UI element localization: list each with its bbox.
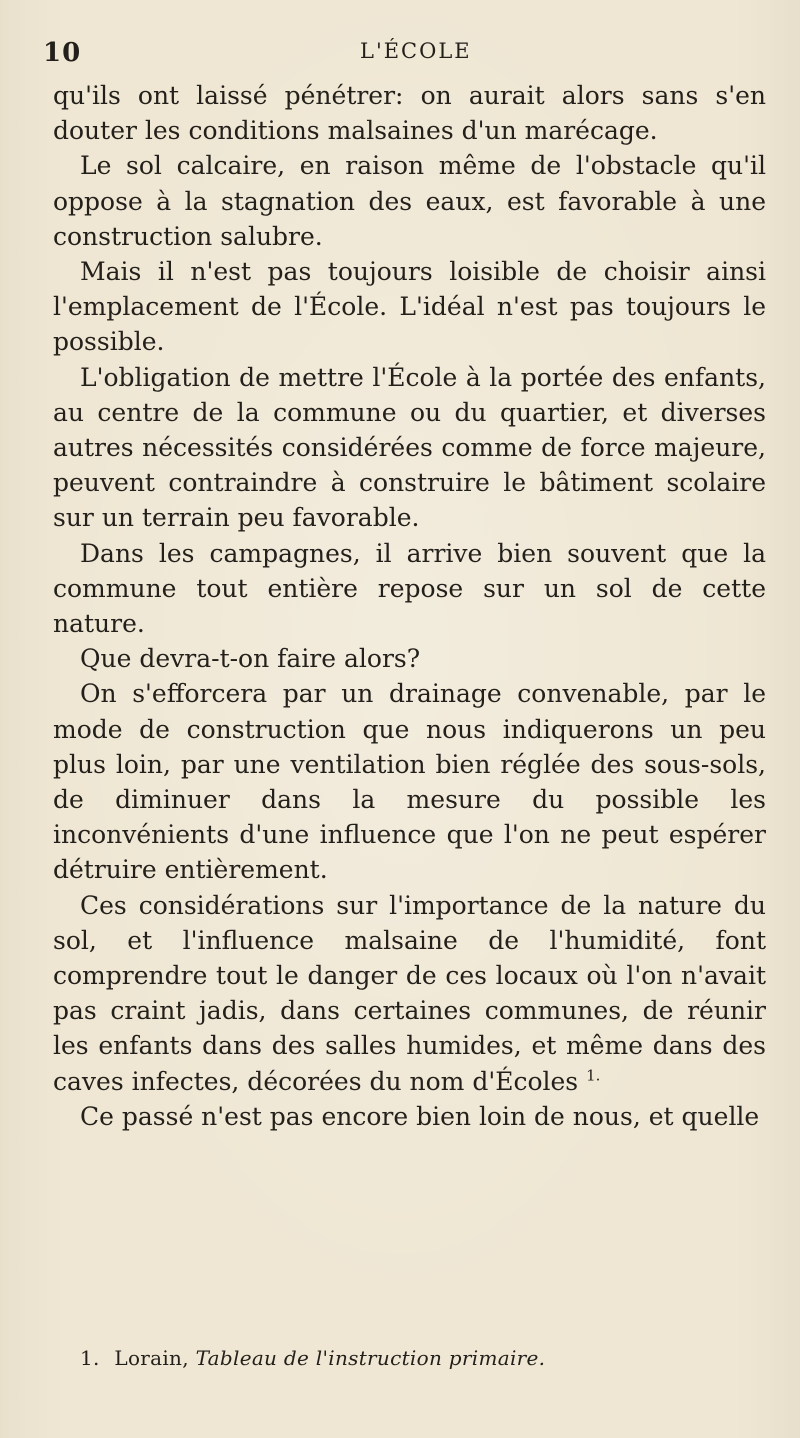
paragraph: Dans les campagnes, il arrive bien souvent que la commune tout entière repose sur un sol de cette nature. <box>53 538 766 639</box>
paragraph: L'obligation de mettre l'École à la portée des enfants, au centre de la commune ou du quartier, et diverses autres nécessités considérées comme de force majeure, peuvent contraindre à construire le bâtiment scolaire sur un terrain peu favorable. <box>53 362 766 533</box>
paragraph: On s'efforcera par un drainage convenable, par le mode de construction que nous indiquerons un peu plus loin, par une ventilation bien réglée des sous-sols, de diminuer dans la mesure du possible les inconvénients d'une influence que l'on ne peut espérer détruire entièrement. <box>53 679 766 885</box>
paragraph-with-note <box>53 888 766 1099</box>
body-text <box>53 78 766 1134</box>
paragraph: Ce passé n'est pas encore bien loin de nous, et quelle <box>80 1101 760 1131</box>
running-title: L'ÉCOLE <box>360 39 472 63</box>
footnote-number: 1. <box>80 1346 100 1370</box>
footnote <box>80 1346 770 1370</box>
page-header <box>43 38 743 74</box>
paragraph: qu'ils ont laissé pénétrer: on aurait alors sans s'en douter les conditions malsaines d'un marécage. <box>53 81 766 146</box>
page-number: 10 <box>43 38 82 68</box>
paragraph: Mais il n'est pas toujours loisible de choisir ainsi l'emplacement de l'École. L'idéal n'est pas toujours le possible. <box>53 257 766 357</box>
footnote-title: Tableau de l'instruction primaire. <box>195 1346 546 1370</box>
paragraph: Le sol calcaire, en raison même de l'obstacle qu'il oppose à la stagnation des eaux, est favorable à une construction salubre. <box>53 151 766 251</box>
paragraph-text: Ces considérations sur l'importance de la nature du sol, et l'influence malsaine de l'humidité, font comprendre tout le danger de ces locaux où l'on n'avait pas craint jadis, dans certaines communes, de réunir les enfants dans des salles humides, et même dans des caves infectes, décorées du nom d'Écoles <box>53 890 766 1096</box>
footnote-reference: 1. <box>586 1066 601 1085</box>
footnote-author: Lorain, <box>114 1346 189 1370</box>
paragraph: Que devra-t-on faire alors? <box>80 644 421 674</box>
